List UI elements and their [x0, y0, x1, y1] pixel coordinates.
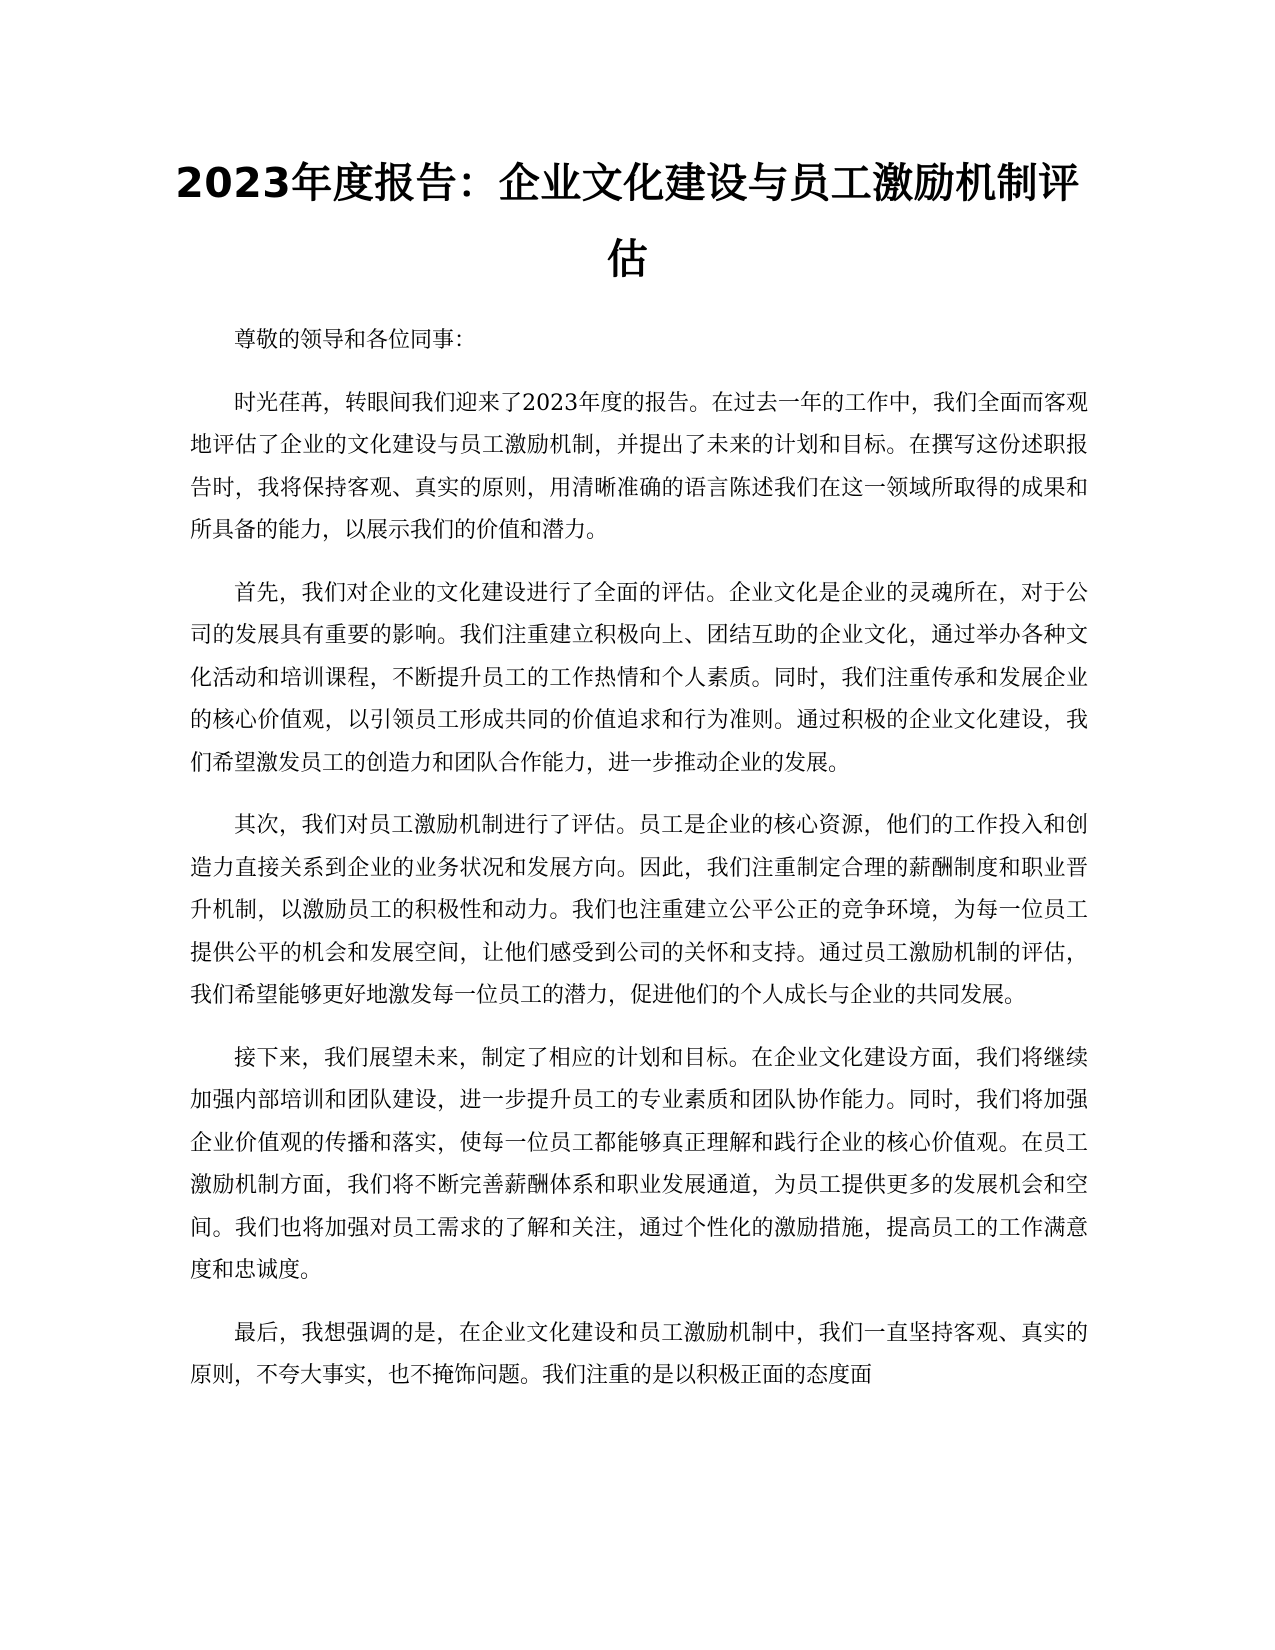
document-title: 2023年度报告：企业文化建设与员工激励机制评估 [175, 159, 1080, 283]
paragraph-conclusion: 最后，我想强调的是，在企业文化建设和员工激励机制中，我们一直坚持客观、真实的原则，不夸大事实，也不掩饰问题。我们注重的是以积极正面的态度面 [190, 1320, 1088, 1388]
document-body [190, 320, 1088, 1418]
paragraph-incentive: 其次，我们对员工激励机制进行了评估。员工是企业的核心资源，他们的工作投入和创造力直接关系到企业的业务状况和发展方向。因此，我们注重制定合理的薪酬制度和职业晋升机制，以激励员工的积极性和动力。我们也注重建立公平公正的竞争环境，为每一位员工提供公平的机会和发展空间，让他们感受到公司的关怀和支持。通过员工激励机制的评估，我们希望能够更好地激发每一位员工的潜力，促进他们的个人成长与企业的共同发展。 [190, 813, 1088, 1008]
paragraph-intro: 时光荏苒，转眼间我们迎来了2023年度的报告。在过去一年的工作中，我们全面而客观地评估了企业的文化建设与员工激励机制，并提出了未来的计划和目标。在撰写这份述职报告时，我将保持客观、真实的原则，用清晰准确的语言陈述我们在这一领域所取得的成果和所具备的能力，以展示我们的价值和潜力。 [190, 390, 1088, 543]
paragraph-plan: 接下来，我们展望未来，制定了相应的计划和目标。在企业文化建设方面，我们将继续加强内部培训和团队建设，进一步提升员工的专业素质和团队协作能力。同时，我们将加强企业价值观的传播和落实，使每一位员工都能够真正理解和践行企业的核心价值观。在员工激励机制方面，我们将不断完善薪酬体系和职业发展通道，为员工提供更多的发展机会和空间。我们也将加强对员工需求的了解和关注，通过个性化的激励措施，提高员工的工作满意度和忠诚度。 [190, 1045, 1088, 1283]
paragraph-culture: 首先，我们对企业的文化建设进行了全面的评估。企业文化是企业的灵魂所在，对于公司的发展具有重要的影响。我们注重建立积极向上、团结互助的企业文化，通过举办各种文化活动和培训课程，不断提升员工的工作热情和个人素质。同时，我们注重传承和发展企业的核心价值观，以引领员工形成共同的价值追求和行为准则。通过积极的企业文化建设，我们希望激发员工的创造力和团队合作能力，进一步推动企业的发展。 [190, 580, 1088, 776]
salutation: 尊敬的领导和各位同事： [234, 328, 477, 353]
